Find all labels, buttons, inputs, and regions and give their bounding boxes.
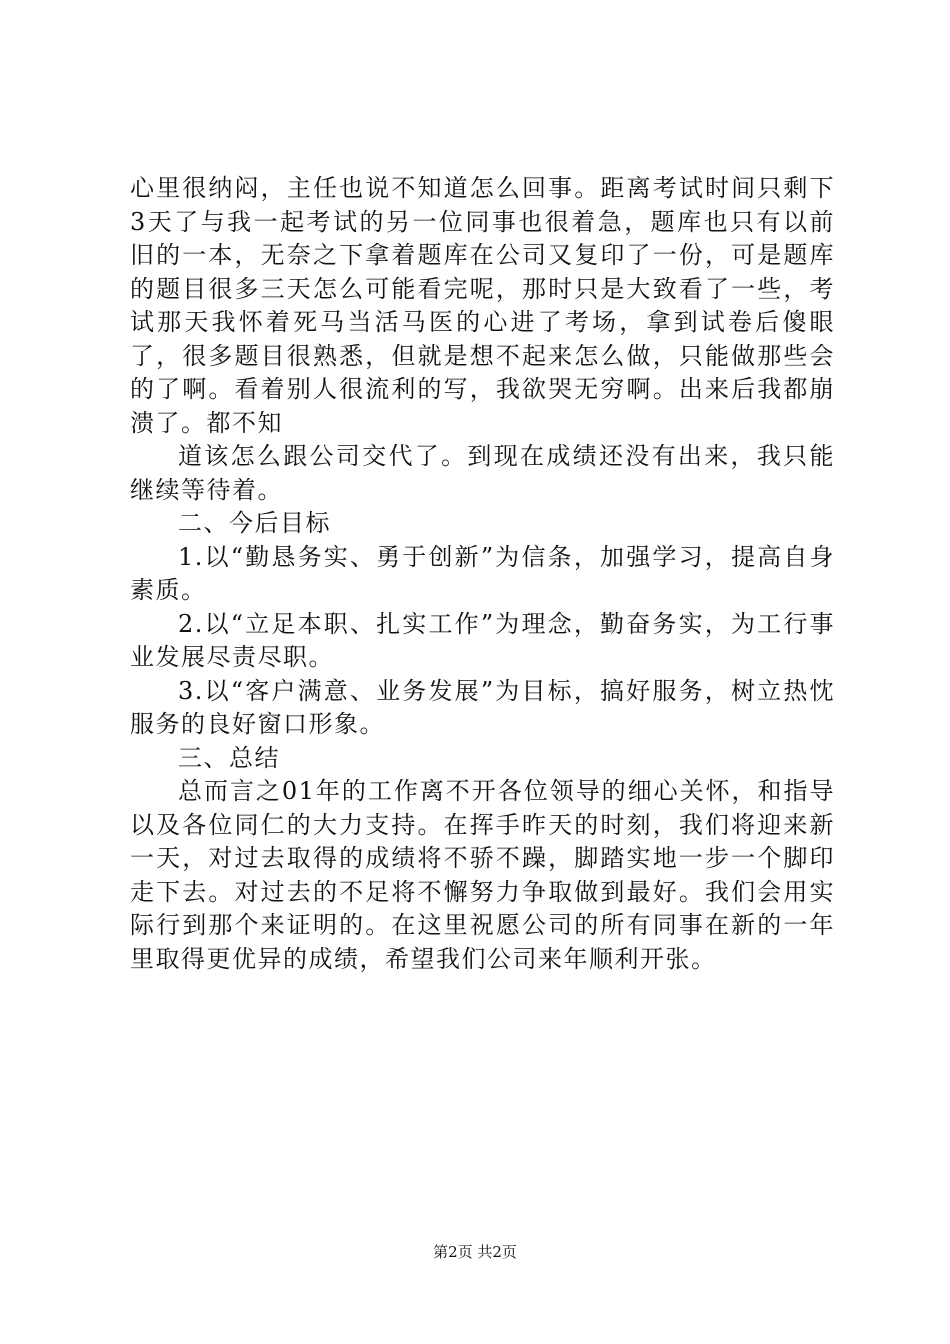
document-body bbox=[130, 172, 835, 976]
page-footer: 第2页 共2页 bbox=[433, 1243, 517, 1261]
goal-item-1: 1.以“勤恳务实、勇于创新”为信条，加强学习，提高自身素质。 bbox=[130, 542, 835, 604]
goal-item-3: 3.以“客户满意、业务发展”为目标，搞好服务，树立热忱服务的良好窗口形象。 bbox=[130, 676, 835, 738]
section-heading-goals: 二、今后目标 bbox=[178, 509, 331, 537]
paragraph-summary: 总而言之01年的工作离不开各位领导的细心关怀，和指导以及各位同仁的大力支持。在挥手昨天的时刻，我们将迎来新一天，对过去取得的成绩将不骄不躁，脚踏实地一步一个脚印走下去。对过去的不足将不懈努力争取做到最好。我们会用实际行到那个来证明的。在这里祝愿公司的所有同事在新的一年里取得更优异的成绩，希望我们公司来年顺利开张。 bbox=[130, 777, 835, 973]
section-heading-summary: 三、总结 bbox=[178, 743, 280, 772]
paragraph-explain: 道该怎么跟公司交代了。到现在成绩还没有出来，我只能继续等待着。 bbox=[130, 442, 835, 504]
goal-item-2: 2.以“立足本职、扎实工作”为理念，勤奋务实，为工行事业发展尽责尽职。 bbox=[130, 609, 835, 671]
paragraph-continuation: 心里很纳闷，主任也说不知道怎么回事。距离考试时间只剩下3天了与我一起考试的另一位同事也很着急，题库也只有以前旧的一本，无奈之下拿着题库在公司又复印了一份，可是题库的题目很多三天怎么可能看完呢，那时只是大致看了一些，考试那天我怀着死马当活马医的心进了考场，拿到试卷后傻眼了，很多题目很熟悉，但就是想不起来怎么做，只能做那些会的了啊。看着别人很流利的写，我欲哭无穷啊。出来后我都崩溃了。都不知 bbox=[130, 174, 835, 437]
